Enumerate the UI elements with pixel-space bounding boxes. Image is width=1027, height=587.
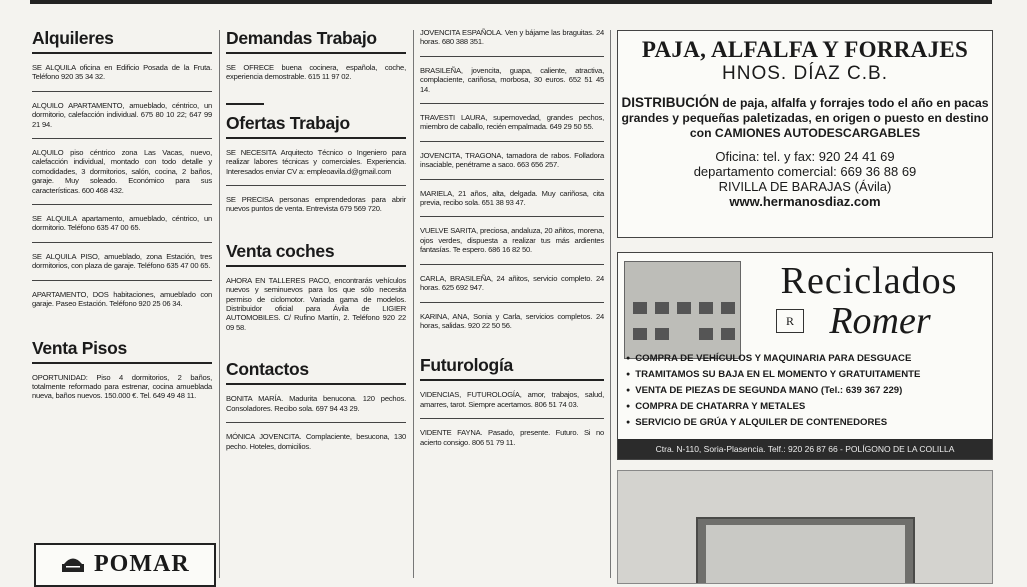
column-1 [32, 8, 212, 410]
classified-ad: SE OFRECE buena cocinera, española, coche, experiencia demostrable. 615 11 97 02. [226, 63, 406, 82]
classified-ad: SE ALQUILA apartamento, amueblado, céntrico, un dormitorio. Teléfono 635 47 00 65. [32, 214, 212, 243]
romer-mark: R [776, 309, 804, 333]
reciclados-services [626, 351, 920, 431]
classified-ad: SE ALQUILA PISO, amueblado, zona Estación, tres dormitorios, con plaza de garaje. Teléfono 635 47 00 65. [32, 252, 212, 281]
paja-ad-body-strong: DISTRIBUCIÓN [621, 95, 719, 110]
section-title-alquileres: Alquileres [32, 8, 212, 54]
pomar-name: POMAR [94, 551, 190, 577]
classified-ad: MÓNICA JOVENCITA. Complaciente, besucona, 130 pecho. Hoteles, domicilios. [226, 432, 406, 451]
laptop-image [696, 517, 915, 584]
warehouse-photo [624, 261, 741, 359]
service-item: ● SERVICIO DE GRÚA Y ALQUILER DE CONTENEDORES [626, 415, 920, 431]
classified-ad: BONITA MARÍA. Madurita benucona. 120 pechos. Consoladores. Recibo sola. 697 94 43 29. [226, 394, 406, 423]
classified-ad: SE PRECISA personas emprendedoras para abrir nuevos puntos de venta. Entrevista 679 569 720. [226, 195, 406, 214]
paja-ad-contact [618, 149, 992, 209]
classified-ad: CARLA, BRASILEÑA, 24 añitos, servicio completo. 24 horas. 625 692 947. [420, 274, 604, 303]
reciclados-logo-line1: Reciclados [780, 260, 958, 302]
section-title-venta-coches: Venta coches [226, 223, 406, 267]
service-item: ● COMPRA DE CHATARRA Y METALES [626, 399, 920, 415]
section-title-demandas-trabajo: Demandas Trabajo [226, 8, 406, 54]
paja-ad-title: PAJA, ALFALFA Y FORRAJES [641, 37, 969, 62]
pomar-logo [34, 543, 216, 587]
classified-ad: ALQUILO piso céntrico zona Las Vacas, nuevo, calefacción individual, montado con todo detalle y comodidades, 3 dormitorios, salón, cocina, 2 baños, garaje. Muy soleado. Económico para sus características. 600 468 432. [32, 148, 212, 205]
section-title-ofertas-trabajo: Ofertas Trabajo [226, 105, 406, 139]
paja-ad-phone-sales: departamento comercial: 669 36 88 69 [693, 164, 917, 179]
classified-ad: BRASILEÑA, jovencita, guapa, caliente, atractiva, complaciente, cariñosa, morbosa, 30 euros. 652 51 45 14. [420, 66, 604, 104]
reciclados-ad [617, 252, 993, 460]
reciclados-footer: Ctra. N-110, Soria-Plasencia. Telf.: 920 26 87 66 - POLÍGONO DE LA COLILLA [618, 439, 992, 459]
paja-ad-body [618, 95, 992, 141]
classified-ad: JOVENCITA, TRAGONA, tamadora de rabos. Folladora insaciable, penétrame a saco. 663 656 257. [420, 151, 604, 180]
service-item: ● COMPRA DE VEHÍCULOS Y MAQUINARIA PARA DESGUACE [626, 351, 920, 367]
column-divider [413, 30, 414, 578]
section-title-contactos: Contactos [226, 341, 406, 385]
laptop-screen [706, 525, 905, 584]
reciclados-logo-line2: Romer [829, 300, 931, 342]
classified-ad: SE NECESITA Arquitecto Técnico o Ingeniero para realizar labores técnicas y comerciales. Experiencia. Interesados enviar CV a: empleoavila.d@gmail.com [226, 148, 406, 186]
paja-ad-subtitle: HNOS. DÍAZ C.B. [722, 63, 888, 84]
classified-ad: VUELVE SARITA, preciosa, andaluza, 20 añitos, morena, ojos verdes, dispuesta a realizar tus más ardientes fantasías. Te espero. 686 16 82 50. [420, 226, 604, 264]
plant-icon [60, 553, 86, 573]
service-item: ● VENTA DE PIEZAS DE SEGUNDA MANO (Tel.: 639 367 229) [626, 383, 920, 399]
classified-ad: VIDENCIAS, FUTUROLOGÍA, amor, trabajos, salud, amarres, tarot. Siempre acertamos. 806 51 74 03. [420, 390, 604, 419]
service-item: ● TRAMITAMOS SU BAJA EN EL MOMENTO Y GRATUITAMENTE [626, 367, 920, 383]
classified-ad: APARTAMENTO, DOS habitaciones, amueblado con garaje. Paseo Estación. Teléfono 920 25 06 34. [32, 289, 212, 309]
classified-ad: OPORTUNIDAD: Piso 4 dormitorios, 2 baños, totalmente reformado para estrenar, cocina amueblada nueva, baños nuevos. 150.000 €. Tel. 649 49 48 11. [32, 372, 212, 401]
classified-ad: AHORA EN TALLERES PACO, encontrarás vehículos nuevos y seminuevos para los que sólo necesita permiso de ciclomotor. Variada gama de modelos. Distribuidor oficial para Ávila de LIGIER AUTOMOBILES. C/ Rufino Martín, 2. Teléfono 920 22 09 58. [226, 275, 406, 332]
classified-ad: ALQUILO APARTAMENTO, amueblado, céntrico, un dormitorio, calefacción individual. 675 80 10 22; 647 99 21 94. [32, 101, 212, 139]
section-title-futurologia: Futurología [420, 339, 604, 381]
section-title-venta-pisos: Venta Pisos [32, 318, 212, 364]
paja-ad-web: www.hermanosdiaz.com [729, 194, 881, 209]
column-divider [610, 30, 611, 578]
paja-ad-body-text: de paja, alfalfa y forrajes todo el año en pacas grandes y pequeñas paletizadas, en origen o puesto en destino con CAMIONES AUTODESCARGABLES [621, 96, 989, 140]
classified-ad: JOVENCITA ESPAÑOLA. Ven y bájame las braguitas. 24 horas. 680 388 351. [420, 28, 604, 57]
paja-ad-phone-office: Oficina: tel. y fax: 920 24 41 69 [715, 149, 895, 164]
column-divider [219, 30, 220, 578]
top-rule [30, 0, 992, 4]
column-3 [420, 8, 604, 456]
paja-ad [617, 30, 993, 238]
classified-ad: KARINA, ANA, Sonia y Carla, servicios completos. 24 horas, salidas. 920 22 50 56. [420, 311, 604, 330]
paja-ad-location: RIVILLA DE BARAJAS (Ávila) [718, 179, 892, 194]
promo-ad [617, 470, 993, 584]
classified-ad: TRAVESTI LAURA, supernovedad, grandes pechos, miembro de caballo, recién empalmada. 649 29 50 55. [420, 113, 604, 142]
classified-ad: MARIELA, 21 años, alta, delgada. Muy cariñosa, cita previa, recibo sola. 651 38 93 47. [420, 189, 604, 218]
classified-ad: SE ALQUILA oficina en Edificio Posada de la Fruta. Teléfono 920 35 34 32. [32, 63, 212, 92]
column-2 [226, 8, 406, 460]
classified-ad: VIDENTE FAYNA. Pasado, presente. Futuro. Si no acierto consigo. 806 51 79 11. [420, 428, 604, 447]
